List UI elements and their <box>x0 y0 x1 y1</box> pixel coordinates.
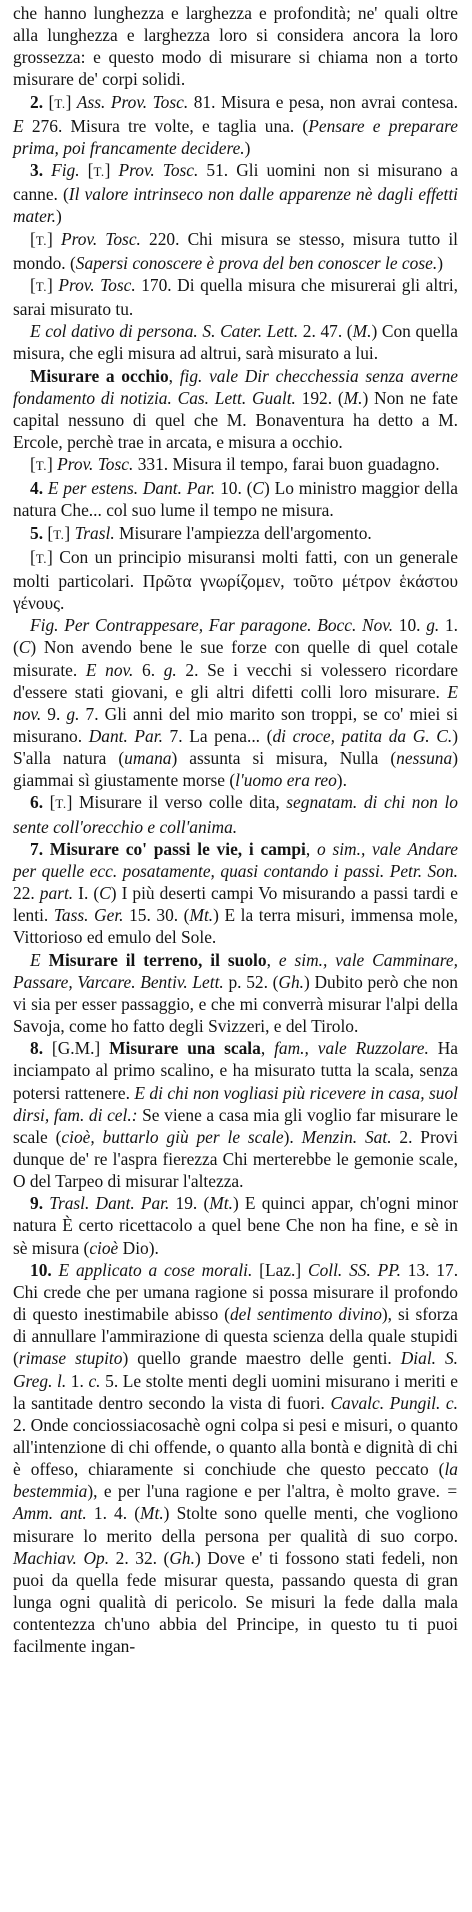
italic-text: Cavalc. Pungil. c. <box>330 1392 458 1413</box>
text-run: 2. Onde conciossiacosachè ogni colpa si pesi e misuri, o quanto all'intenzione di chi offende, o quanto alla bontà e dignità di chi è offeso, chiaramente si conchiude che questo peccato ( <box>13 1414 458 1480</box>
text-run: 10. <box>393 615 427 636</box>
italic-text: e sim., vale Camminare, Passare, Varcare. Bentiv. Lett. <box>13 949 458 992</box>
text-run: I. ( <box>73 883 100 904</box>
text-run: ) <box>244 137 251 158</box>
italic-text: Mt. <box>209 1193 233 1214</box>
text-run: Misurare l'ampiezza dell'argomento. <box>114 522 372 543</box>
entry-paragraph <box>13 228 458 274</box>
text-run: 6. <box>133 659 164 680</box>
italic-text: g. <box>426 615 440 636</box>
text-run: [ <box>79 160 94 181</box>
italic-text: l'uomo era reo <box>235 770 337 791</box>
italic-text: Menzin. Sat. <box>301 1126 392 1147</box>
text-run: [Laz.] <box>252 1259 308 1280</box>
text-run: T. <box>35 550 48 566</box>
italic-text: Gh. <box>278 971 305 992</box>
text-run: 2. 32. ( <box>109 1547 170 1568</box>
text-run: [ <box>30 454 36 475</box>
text-run: [ <box>30 228 36 249</box>
italic-text: Fig. <box>51 160 80 181</box>
entry-paragraph <box>13 274 458 320</box>
italic-text: nessuna <box>396 748 453 769</box>
text-run: T. <box>35 458 48 474</box>
italic-text: Fig. Per Contrappesare, Far paragone. Bocc. Nov. <box>30 615 394 636</box>
text-run: ] Misurare il verso colle dita, <box>66 792 287 813</box>
italic-text: Gh. <box>169 1547 195 1568</box>
text-run: ] <box>64 522 75 543</box>
text-run: ] <box>104 160 119 181</box>
entry-headword: Misurare il terreno, il suolo <box>48 949 267 970</box>
text-run: [ <box>30 546 36 567</box>
italic-text: E <box>13 115 24 136</box>
text-run: Ha inciampato al primo scalino, e ha misurato tutta la scala, senza potersi rattenere. <box>13 1038 458 1103</box>
entry-paragraph <box>13 949 458 1038</box>
text-run: 192. ( <box>295 387 344 408</box>
text-run: ) quello grande maestro delle genti. <box>122 1348 401 1369</box>
italic-text: la bestemmia <box>13 1459 458 1502</box>
text-run: 7. Gli anni del mio marito son troppi, se co' miei si misurano. <box>13 703 458 746</box>
italic-text: Trasl. <box>74 522 115 543</box>
italic-text: C <box>18 637 31 658</box>
text-run: ) Dubito però che non vi sia per esser passaggio, e che mi converrà misurar l'alpi della Savoja, come ho fatto degli Svizzeri, e del Tirolo. <box>13 971 458 1037</box>
text-run: 220. Chi misura se stesso, misura tutto il mondo. ( <box>13 228 459 273</box>
entry-paragraph <box>13 791 458 837</box>
italic-text: E per estens. Dant. Par. <box>47 478 216 499</box>
italic-text: Tass. Ger. <box>53 905 124 926</box>
entry-paragraph <box>13 838 458 949</box>
entry-headword: 10. <box>30 1259 59 1280</box>
italic-text: cioè, buttarlo giù per le scale <box>61 1126 284 1147</box>
text-run: ) Non avendo bene le sue forze con quelle di quel cotale misurate. <box>13 637 458 680</box>
italic-text: Prov. Tosc. <box>57 454 134 475</box>
text-run: Πρῶτα γνωρίζομεν, τοῦτο μέτρον ἑκάστου γένους. <box>13 570 458 614</box>
text-run: 1. 4. ( <box>86 1503 140 1524</box>
entry-paragraph <box>13 522 458 546</box>
text-run: ) <box>437 252 443 273</box>
text-run: 170. Di quella misura che misurerai gli altri, sarai misurato tu. <box>13 274 458 320</box>
italic-text: Prov. Tosc. <box>58 274 136 295</box>
text-run: 51. Gli uomini non si misurano a canne. ( <box>13 160 459 205</box>
text-run: che hanno lunghezza e larghezza e profondità; ne' quali oltre alla lunghezza e larghezza loro si considera ancora la loro grossezza: e questo modo di misurare si chiama non a torto misurare de' corpi solidi. <box>13 3 458 90</box>
italic-text: c. <box>88 1370 101 1391</box>
text-run: 331. Misura il tempo, farai buon guadagno. <box>133 454 440 475</box>
italic-text: Pensare e preparare prima, poi francamente decidere. <box>13 115 458 158</box>
text-run: ) Stolte sono quelle menti, che vogliono misurare lo merito della persona per qualità di suo corpo. <box>13 1503 458 1546</box>
text-run: 5. Le stolte menti degli uomini misurano i meriti e la santitade dentro secondo la vista di fuori. <box>13 1370 458 1413</box>
text-run: [ <box>48 91 55 112</box>
text-run: 15. 30. ( <box>123 905 190 926</box>
entry-headword: 6. <box>30 792 50 813</box>
text-run: ] Con un principio misuransi molti fatti, con un generale molti particolari. <box>13 546 458 591</box>
text-run: 13. 17. Chi crede che per umana ragione si possa misurare il profondo di questo inestimabile abisso ( <box>13 1259 459 1325</box>
entry-headword: 8. <box>30 1038 52 1059</box>
entry-paragraph <box>13 365 458 454</box>
text-run: 276. Misura tre volte, e taglia una. ( <box>23 115 309 136</box>
entry-headword: 4. <box>30 478 48 499</box>
italic-text: fig. vale Dir checchessia senza averne fondamento di notizia. Cas. Lett. Gualt. <box>13 365 458 408</box>
italic-text: g. <box>66 703 80 724</box>
text-run: ) S'alla natura ( <box>13 726 458 769</box>
italic-text: Prov. Tosc. <box>60 228 141 249</box>
italic-text: E applicato a cose morali. <box>58 1259 253 1280</box>
italic-text: Dial. S. Greg. l. <box>13 1348 458 1391</box>
entry-paragraph <box>13 2 458 91</box>
text-run: ] <box>47 274 59 295</box>
text-run: 1. <box>66 1370 89 1391</box>
italic-text: Mt. <box>189 905 214 926</box>
italic-text: g. <box>163 659 177 680</box>
italic-text: Sapersi conoscere è prova del ben conoscer le cose. <box>75 252 438 273</box>
text-run: T. <box>35 278 48 294</box>
text-run: ), si sforza di annullare l'ammirazione di questa scienza della quale stupidi ( <box>13 1304 458 1369</box>
text-run: ) giammai sì giustamente morse ( <box>13 748 458 791</box>
text-run: T. <box>35 232 48 248</box>
text-run: 1. ( <box>13 615 458 658</box>
italic-text: umana <box>124 748 172 769</box>
italic-text: E nov. <box>13 681 458 724</box>
text-run: ] <box>47 228 61 249</box>
italic-text: C <box>252 478 265 499</box>
text-run: , <box>168 365 180 386</box>
italic-text: Dant. Par. <box>88 726 163 746</box>
text-run: ) Dove e' ti fossono stati fedeli, non puoi da quella fede misurar questa, passando questa di gran lunga ogni qualità di pericolo. Se misuri la fede dalla mala contentezza ch'uno abbia del Principe, in questo tu ti puoi facilmente ingan- <box>13 1547 458 1657</box>
text-run: ), e per l'una ragione e per l'altra, è molto grave. <box>87 1481 447 1502</box>
italic-text: Mt. <box>140 1503 164 1524</box>
entry-headword: 9. <box>30 1193 50 1214</box>
text-run: [ <box>49 792 56 813</box>
entry-headword: 7. Misurare co' passi le vie, i campi <box>30 838 306 859</box>
text-run: 81. Misura e pesa, non avrai contesa. <box>188 91 458 112</box>
italic-text: Coll. SS. PP. <box>307 1259 401 1280</box>
text-run: ] <box>47 454 58 475</box>
text-run: 2. Se i vecchi si volessero ricordare d'essere stati giovani, e gli altri difetti colli loro misurare. <box>13 659 458 702</box>
text-run: , <box>305 838 317 859</box>
entry-paragraph <box>13 320 458 364</box>
italic-text: fam., vale Ruzzolare. <box>274 1038 429 1059</box>
text-run: 7. La pena... ( <box>162 726 273 746</box>
italic-text: C <box>99 883 111 904</box>
italic-text: Machiav. Op. <box>13 1547 110 1568</box>
text-run: ) Lo ministro maggior della natura Che... col suo lume il tempo ne misura. <box>13 478 458 521</box>
text-run: 2. Provi dunque de' re l'aspra fierezza Chi merterebbe le gemonie scale, O del Tarpeo di misurar l'altezza. <box>13 1126 458 1192</box>
italic-text: Trasl. Dant. Par. <box>49 1193 170 1214</box>
entry-headword: 5. <box>30 522 48 543</box>
text-run: 9. <box>41 703 67 724</box>
italic-text: segnatam. di chi non lo sente coll'orecchio e coll'anima. <box>13 792 458 837</box>
italic-text: E di chi non vogliasi più ricevere in casa, suol dirsi, fam. di cel.: <box>13 1082 458 1125</box>
text-run: ) I più deserti campi Vo misurando a passi tardi e lenti. <box>13 883 458 926</box>
text-run: [G.M.] <box>51 1038 110 1059</box>
italic-text: del sentimento divino <box>229 1304 382 1325</box>
text-run: T. <box>53 526 65 542</box>
entry-paragraph <box>13 546 458 614</box>
entry-paragraph <box>13 477 458 521</box>
text-run: 10. ( <box>215 478 253 499</box>
italic-text: o sim., vale Andare per quelle ecc. posatamente, quasi contando i passi. Petr. Son. <box>13 838 459 881</box>
text-run: T. <box>55 796 67 812</box>
text-run: ) Con quella misura, che egli misura ad altrui, sarà misurato a lui. <box>13 321 458 364</box>
entry-headword: 3. <box>30 160 52 181</box>
entry-headword: Misurare a occhio <box>30 365 169 386</box>
text-run: 2. 47. ( <box>298 321 353 342</box>
italic-text: rimase stupito <box>18 1348 123 1369</box>
text-run: p. 52. ( <box>223 971 279 992</box>
text-run: Dio). <box>118 1237 159 1258</box>
text-run: [ <box>30 274 36 295</box>
entry-headword: Misurare una scala <box>109 1038 261 1059</box>
italic-text: Ass. Prov. Tosc. <box>76 91 189 112</box>
text-run: ] <box>65 91 77 112</box>
italic-text: Prov. Tosc. <box>118 160 199 181</box>
text-run: ). <box>283 1126 302 1147</box>
italic-text: M. <box>343 387 363 408</box>
text-run: , <box>266 949 279 970</box>
entry-paragraph <box>13 1259 458 1658</box>
text-run: ) Non ne fate capital nessuno di quel che M. Bonaventura ha detto a M. Ercole, perchè trae in arcata, e misura a occhio. <box>13 387 458 452</box>
text-run: Se viene a casa mia gli voglio far misurare le scale ( <box>13 1104 458 1147</box>
entry-paragraph <box>13 1037 458 1192</box>
entry-paragraph <box>13 453 458 477</box>
entry-paragraph <box>13 614 458 791</box>
text-run: 19. ( <box>169 1193 210 1214</box>
entry-headword: 2. <box>30 91 49 112</box>
text-run: [ <box>47 522 54 543</box>
text-run: , <box>260 1038 275 1059</box>
text-run: ) assunta si misura, Nulla ( <box>171 748 397 769</box>
italic-text: E <box>30 949 49 970</box>
entry-paragraph <box>13 1192 458 1258</box>
italic-text: = Amm. ant. <box>13 1481 458 1524</box>
entry-paragraph <box>13 159 458 227</box>
italic-text: M. <box>352 321 372 342</box>
text-run: ) E la terra misuri, immensa mole, Vittorioso ed emulo del Sole. <box>13 905 459 948</box>
italic-text: part. <box>39 883 74 904</box>
text-run: T. <box>54 95 66 111</box>
text-run: T. <box>93 164 105 180</box>
text-run: ). <box>336 770 347 791</box>
italic-text: di croce, patita da G. C. <box>272 726 453 746</box>
italic-text: E col dativo di persona. S. Cater. Lett. <box>30 321 299 342</box>
text-run: 22. <box>13 883 40 904</box>
text-run: ) E quinci appar, ch'ogni minor natura È certo ricettacolo a quel bene Che non ha fine, e sè in sè misura ( <box>13 1193 459 1258</box>
italic-text: cioè <box>89 1237 119 1258</box>
italic-text: Il valore intrinseco non dalle apparenze nè dagli effetti mater. <box>13 184 458 227</box>
entry-paragraph <box>13 91 458 159</box>
italic-text: E nov. <box>85 659 134 680</box>
text-run: ) <box>56 206 62 227</box>
